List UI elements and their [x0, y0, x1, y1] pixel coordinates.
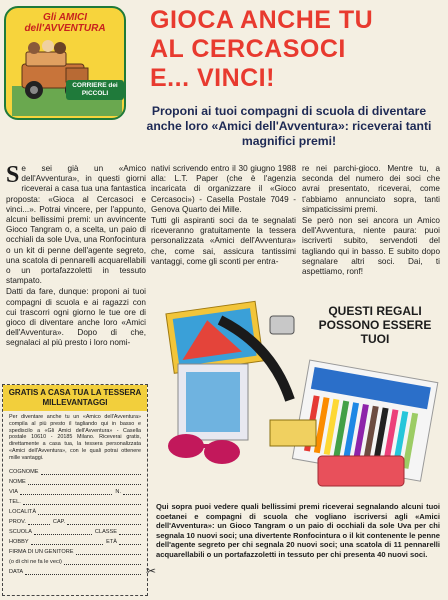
tel-field[interactable]: TEL.: [9, 495, 141, 505]
coupon-form: [3, 464, 147, 576]
headline-line-1: GIOCA ANCHE TU: [150, 6, 374, 34]
amici-avventura-logo: [4, 6, 126, 120]
scissors-icon: ✂: [146, 564, 157, 578]
jeep-illustration-icon: [12, 36, 122, 116]
prizes-caption: Qui sopra puoi vedere quali bellissimi premi riceverai segnalando alcuni tuoi coetanei e compagni di scuola che vogliano iscriversi agli «Amici dell'Avventura»: un Gioco Tangram o un paio di occhiali da sole Uva per chi segnala 10 nuovi soci; una divertente Ronfocintura o il kit contenente le penne dell'agente segreto per chi segnala 20 nuovi soci; una scatola di 11 pennarelli acquarellabili o un portafazzoletti in tessuto per chi presenta 40 nuovi soci.: [156, 502, 440, 559]
article-column-3: [302, 164, 440, 278]
firma-note: (o di chi ne fa le veci): [9, 555, 141, 565]
drop-cap: S: [6, 162, 20, 188]
article-column-1: [6, 164, 146, 350]
via-field[interactable]: VIA N.: [9, 485, 141, 495]
column-2-paragraph-2: Tutti gli aspiranti soci da te segnalati riceveranno gratuitamente la tessera personalizzata «Amici dell'Avventura» che, come sai, assicura tantissimi vantaggi, come gli sconti per entra-: [151, 216, 296, 266]
coupon-heading: GRATIS A CASA TUA LA TESSERA MILLEVANTAGGI: [3, 385, 147, 411]
logo-title: Gli AMICI dell'AVVENTURA: [24, 12, 106, 34]
hobby-eta-field[interactable]: HOBBY ETÀ: [9, 535, 141, 545]
headline-line-2: AL CERCASOCI: [150, 35, 346, 63]
nome-field[interactable]: NOME: [9, 475, 141, 485]
intro-text: Proponi ai tuoi compagni di scuola di diventare anche loro «Amici dell'Avventura»: riceverai tanti magnifici premi!: [146, 104, 432, 148]
article-column-2: [151, 164, 296, 268]
subscription-coupon: [2, 384, 148, 596]
headline: [150, 6, 440, 93]
column-1-paragraph-2: Datti da fare, dunque: proponi ai tuoi compagni di scuola e ai ragazzi con cui trascorri ogni giorno le tue ore di gioco di diventare anche loro «Amici dell'Avventura». Dopo di che, segnalaci al più presto i loro nomi-: [6, 287, 146, 348]
gifts-title: QUESTI REGALI POSSONO ESSERE TUOI: [318, 304, 432, 346]
column-3-paragraph-1: re nei parchi-gioco. Mentre tu, a seconda del numero dei soci che avrai presentato, riceverai, come t'abbiamo annunciato sopra, tanti simpaticissimi premi.: [302, 164, 440, 214]
localita-field[interactable]: LOCALITÀ: [9, 505, 141, 515]
coupon-instructions: Per diventare anche tu un «Amico dell'Avventura» compila al più presto il tagliando qui in basso e spediscilo a «Gli Amici dell'Avventura» - Casella postale 10610 - 20185 Milano. Riceverai gratis, direttamente a casa tua, la tessera personalizzata «Amici dell'Avventura», con le quali potrai ottenere mille vantaggi.: [9, 414, 141, 461]
cognome-field[interactable]: COGNOME: [9, 465, 141, 475]
headline-line-3: E... VINCI!: [150, 64, 275, 92]
prov-cap-field[interactable]: PROV. CAP.: [9, 515, 141, 525]
logo-subtitle: CORRIERE dei PICCOLI: [66, 80, 124, 100]
column-2-paragraph-1: nativi scrivendo entro il 30 giugno 1988 alla: L.T. Paper (che è l'agenzia incaricata di organizzare il «Gioco Cercasoci») - Casella Postale 7049 - Genova Quarto dei Mille.: [151, 164, 296, 214]
scuola-classe-field[interactable]: SCUOLA CLASSE: [9, 525, 141, 535]
column-1-paragraph-1: e sei già un «Amico dell'Avventura», in questi giorni riceverai a casa tua una fantastica proposta: «Gioca al Cercasoci e vinci...». Potrai vincere, per l'appunto, alcuni bellissimi premi: un avvincente Gioco Tangram o, a scelta, un paio di occhiali da sole Uva, una Ronfocintura o un kit di penne dell'agente segreto, una scatola di pennarelli acquarellabili o un portafazzoletti in tessuto stampato.: [6, 164, 146, 286]
firma-field[interactable]: FIRMA DI UN GENITORE: [9, 545, 141, 555]
column-3-paragraph-2: Se però non sei ancora un Amico dell'Avventura, niente paura: puoi iscriverti subito, servendoti del tagliando qui in basso. E subito dopo segnalare altri soci. Dai, ti aspettiamo, ronf!: [302, 216, 440, 277]
data-field[interactable]: DATA: [9, 565, 141, 575]
